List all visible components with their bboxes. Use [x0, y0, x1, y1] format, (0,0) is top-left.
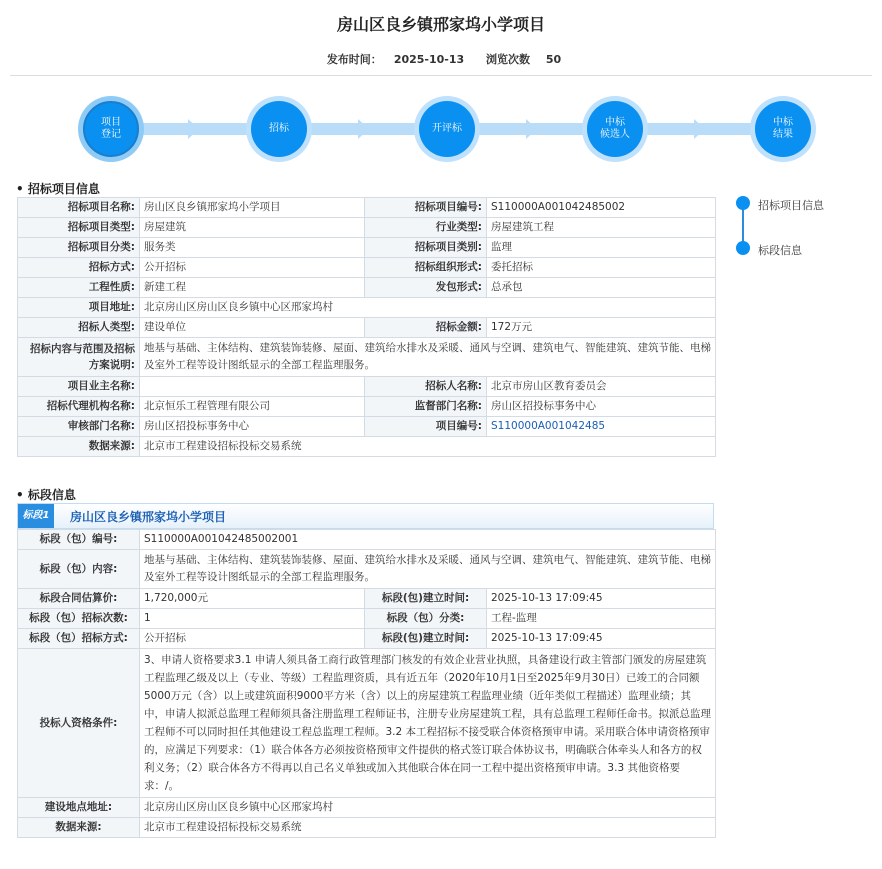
field-value: 监理: [487, 238, 716, 258]
table-row: [18, 238, 716, 258]
table-row: [18, 218, 716, 238]
step-tender[interactable]: [246, 96, 312, 162]
lot-code: S110000A001042485002001: [140, 530, 716, 550]
step-bid-evaluation[interactable]: [414, 96, 480, 162]
field-label: 发包形式:: [365, 278, 487, 298]
field-label: 行业类型:: [365, 218, 487, 238]
field-label: 招标项目名称:: [18, 198, 140, 218]
step-arrow-icon: [526, 119, 537, 139]
table-row: [18, 258, 716, 278]
section-title-project: • 招标项目信息: [16, 182, 100, 196]
field-label: 标段(包)建立时间:: [365, 589, 487, 609]
publish-date: 2025-10-13: [393, 53, 465, 66]
lot-info-table: [17, 529, 716, 838]
publish-label: 发布时间：: [326, 53, 382, 66]
step-label: 项目 登记: [83, 101, 139, 157]
step-arrow-icon: [188, 119, 199, 139]
field-label: 招标项目类型:: [18, 218, 140, 238]
bidder-qualifications: 3、申请人资格要求3.1 申请人须具备工商行政管理部门核发的有效企业营业执照，具备建设行政主管部门颁发的房屋建筑工程监理乙级及以上（专业、等级）工程监理资质，具有近五年（2020年10月1日至2025年9月30日）已竣工的合同额5000万元（含）以上或建筑面积9000平方米（含）以上的房屋建筑工程监理业绩（近年类似工程描述）监理业绩；其中，申请人拟派总监理工程师须具备注册监理工程师证书，注册专业房屋建筑工程，具有总监理工程师任命书。拟派总监理工程师不可以同时担任其他建设工程总监理工程师。3.2 本工程招标不接受联合体资格预审申请。采用联合体申请资格预审的，应满足下列要求：（1）联合体各方必须按资格预审文件提供的格式签订联合体协议书，明确联合体牵头人和各方的权利义务；（2）联合体各方不得再以自己名义单独或加入其他联合体在同一工程中提出资格预审申请。3.3 其他资格要求：/。: [140, 649, 716, 798]
field-value: 公开招标: [140, 629, 365, 649]
field-label: 招标组织形式:: [365, 258, 487, 278]
step-register[interactable]: [78, 96, 144, 162]
field-label: 标段（包）招标方式:: [18, 629, 140, 649]
field-label: 招标项目类别:: [365, 238, 487, 258]
views-count: 50: [545, 53, 562, 66]
field-label: 审核部门名称:: [18, 417, 140, 437]
field-value: 工程-监理: [487, 609, 716, 629]
publish-meta: [0, 51, 882, 67]
table-row: [18, 417, 716, 437]
field-label: 招标项目分类:: [18, 238, 140, 258]
table-row: 标段（包）编号: S110000A001042485002001: [18, 530, 716, 550]
lot-tab[interactable]: [17, 503, 714, 529]
step-label: 中标 候选人: [587, 101, 643, 157]
table-row: [18, 589, 716, 609]
field-value: 房山区招投标事务中心: [487, 397, 716, 417]
field-value: 总承包: [487, 278, 716, 298]
field-value: 北京市房山区教育委员会: [487, 377, 716, 397]
table-row: [18, 318, 716, 338]
field-value: 1: [140, 609, 365, 629]
table-row: 数据来源: 北京市工程建设招标投标交易系统: [18, 818, 716, 838]
field-label: 招标人类型:: [18, 318, 140, 338]
table-row: 标段（包）内容: 地基与基础、主体结构、建筑装饰装修、屋面、建筑给水排水及采暖、通风与空调、建筑电气、智能建筑、建筑节能、电梯及室外工程等设计图纸显示的全部工程监理服务。: [18, 550, 716, 589]
field-value: 公开招标: [140, 258, 365, 278]
field-label: 标段合同估算价:: [18, 589, 140, 609]
table-row: [18, 629, 716, 649]
field-value: 172万元: [487, 318, 716, 338]
lot-badge: 标段1: [18, 504, 54, 528]
table-row: 建设地点地址: 北京房山区房山区良乡镇中心区邢家坞村: [18, 798, 716, 818]
step-arrow-icon: [358, 119, 369, 139]
field-label: 标段(包)建立时间:: [365, 629, 487, 649]
lot-tab-title: 房山区良乡镇邢家坞小学项目: [70, 510, 227, 524]
field-value[interactable]: S110000A001042485: [487, 417, 716, 437]
side-nav: [736, 196, 876, 256]
nav-dot-icon: [736, 241, 750, 255]
step-label: 招标: [251, 101, 307, 157]
field-label: 招标方式:: [18, 258, 140, 278]
table-row: [18, 278, 716, 298]
field-value: 房屋建筑: [140, 218, 365, 238]
field-value: 建设单位: [140, 318, 365, 338]
step-label: 中标 结果: [755, 101, 811, 157]
step-result[interactable]: [750, 96, 816, 162]
lot-content: 地基与基础、主体结构、建筑装饰装修、屋面、建筑给水排水及采暖、通风与空调、建筑电气、智能建筑、建筑节能、电梯及室外工程等设计图纸显示的全部工程监理服务。: [140, 550, 716, 589]
nav-dot-icon: [736, 196, 750, 210]
lot-data-source: 北京市工程建设招标投标交易系统: [140, 818, 716, 838]
progress-steps: [72, 96, 832, 162]
field-value: 2025-10-13 17:09:45: [487, 589, 716, 609]
field-label: 招标人名称:: [365, 377, 487, 397]
construction-site: 北京房山区房山区良乡镇中心区邢家坞村: [140, 798, 716, 818]
field-value: 委托招标: [487, 258, 716, 278]
table-row: [18, 609, 716, 629]
table-row: [18, 397, 716, 417]
table-row: [18, 198, 716, 218]
field-label: 监督部门名称:: [365, 397, 487, 417]
side-nav-project-info[interactable]: 招标项目信息: [758, 199, 824, 212]
data-source: 北京市工程建设招标投标交易系统: [140, 437, 716, 457]
field-label: 标段（包）分类:: [365, 609, 487, 629]
project-scope: 地基与基础、主体结构、建筑装饰装修、屋面、建筑给水排水及采暖、通风与空调、建筑电气、智能建筑、建筑节能、电梯及室外工程等设计图纸显示的全部工程监理服务。: [140, 338, 716, 377]
table-row: 项目地址: 北京房山区房山区良乡镇中心区邢家坞村: [18, 298, 716, 318]
field-label: 标段（包）招标次数:: [18, 609, 140, 629]
table-row: 数据来源: 北京市工程建设招标投标交易系统: [18, 437, 716, 457]
step-arrow-icon: [694, 119, 705, 139]
field-label: 招标金额:: [365, 318, 487, 338]
field-value: 服务类: [140, 238, 365, 258]
table-row: [18, 377, 716, 397]
field-value: 房山区良乡镇邢家坞小学项目: [140, 198, 365, 218]
field-value: 房山区招投标事务中心: [140, 417, 365, 437]
page-title: 房山区良乡镇邢家坞小学项目: [336, 15, 545, 34]
field-label: 项目编号:: [365, 417, 487, 437]
section-title-lot: • 标段信息: [16, 488, 76, 502]
step-label: 开评标: [419, 101, 475, 157]
field-label: 招标代理机构名称:: [18, 397, 140, 417]
field-label: 项目业主名称:: [18, 377, 140, 397]
field-value: 房屋建筑工程: [487, 218, 716, 238]
field-value: 1,720,000元: [140, 589, 365, 609]
field-label: 招标项目编号:: [365, 198, 487, 218]
field-value: [140, 377, 365, 397]
views-label: 浏览次数: [486, 53, 531, 66]
table-row: 招标内容与范围及招标方案说明: 地基与基础、主体结构、建筑装饰装修、屋面、建筑给水排水及采暖、通风与空调、建筑电气、智能建筑、建筑节能、电梯及室外工程等设计图纸显示的全部工程监理服务。: [18, 338, 716, 377]
divider: [10, 75, 872, 76]
field-value: 北京恒乐工程管理有限公司: [140, 397, 365, 417]
field-value: 新建工程: [140, 278, 365, 298]
field-value: S110000A001042485002: [487, 198, 716, 218]
field-value: 2025-10-13 17:09:45: [487, 629, 716, 649]
step-candidate[interactable]: [582, 96, 648, 162]
project-info-table: [17, 197, 716, 457]
side-nav-lot-info[interactable]: 标段信息: [758, 244, 802, 257]
table-row: 投标人资格条件: 3、申请人资格要求3.1 申请人须具备工商行政管理部门核发的有效企业营业执照，具备建设行政主管部门颁发的房屋建筑工程监理乙级及以上（专业、等级）工程监理资质，具有近五年（2020年10月1日至2025年9月30日）已竣工的合同额5000万元（含）以上或建筑面积9000平方米（含）以上的房屋建筑工程监理业绩（近年类似工程描述）监理业绩；其中，申请人拟派总监理工程师须具备注册监理工程师证书，注册专业房屋建筑工程，具有总监理工程师任命书。拟派总监理工程师不可以同时担任其他建设工程总监理工程师。3.2 本工程招标不接受联合体资格预审申请。采用联合体申请资格预审的，应满足下列要求：（1）联合体各方必须按资格预审文件提供的格式签订联合体协议书，明确联合体牵头人和各方的权利义务；（2）联合体各方不得再以自己名义单独或加入其他联合体在同一工程中提出资格预审申请。3.3 其他资格要求：/。: [18, 649, 716, 798]
project-address: 北京房山区房山区良乡镇中心区邢家坞村: [140, 298, 716, 318]
field-label: 工程性质:: [18, 278, 140, 298]
